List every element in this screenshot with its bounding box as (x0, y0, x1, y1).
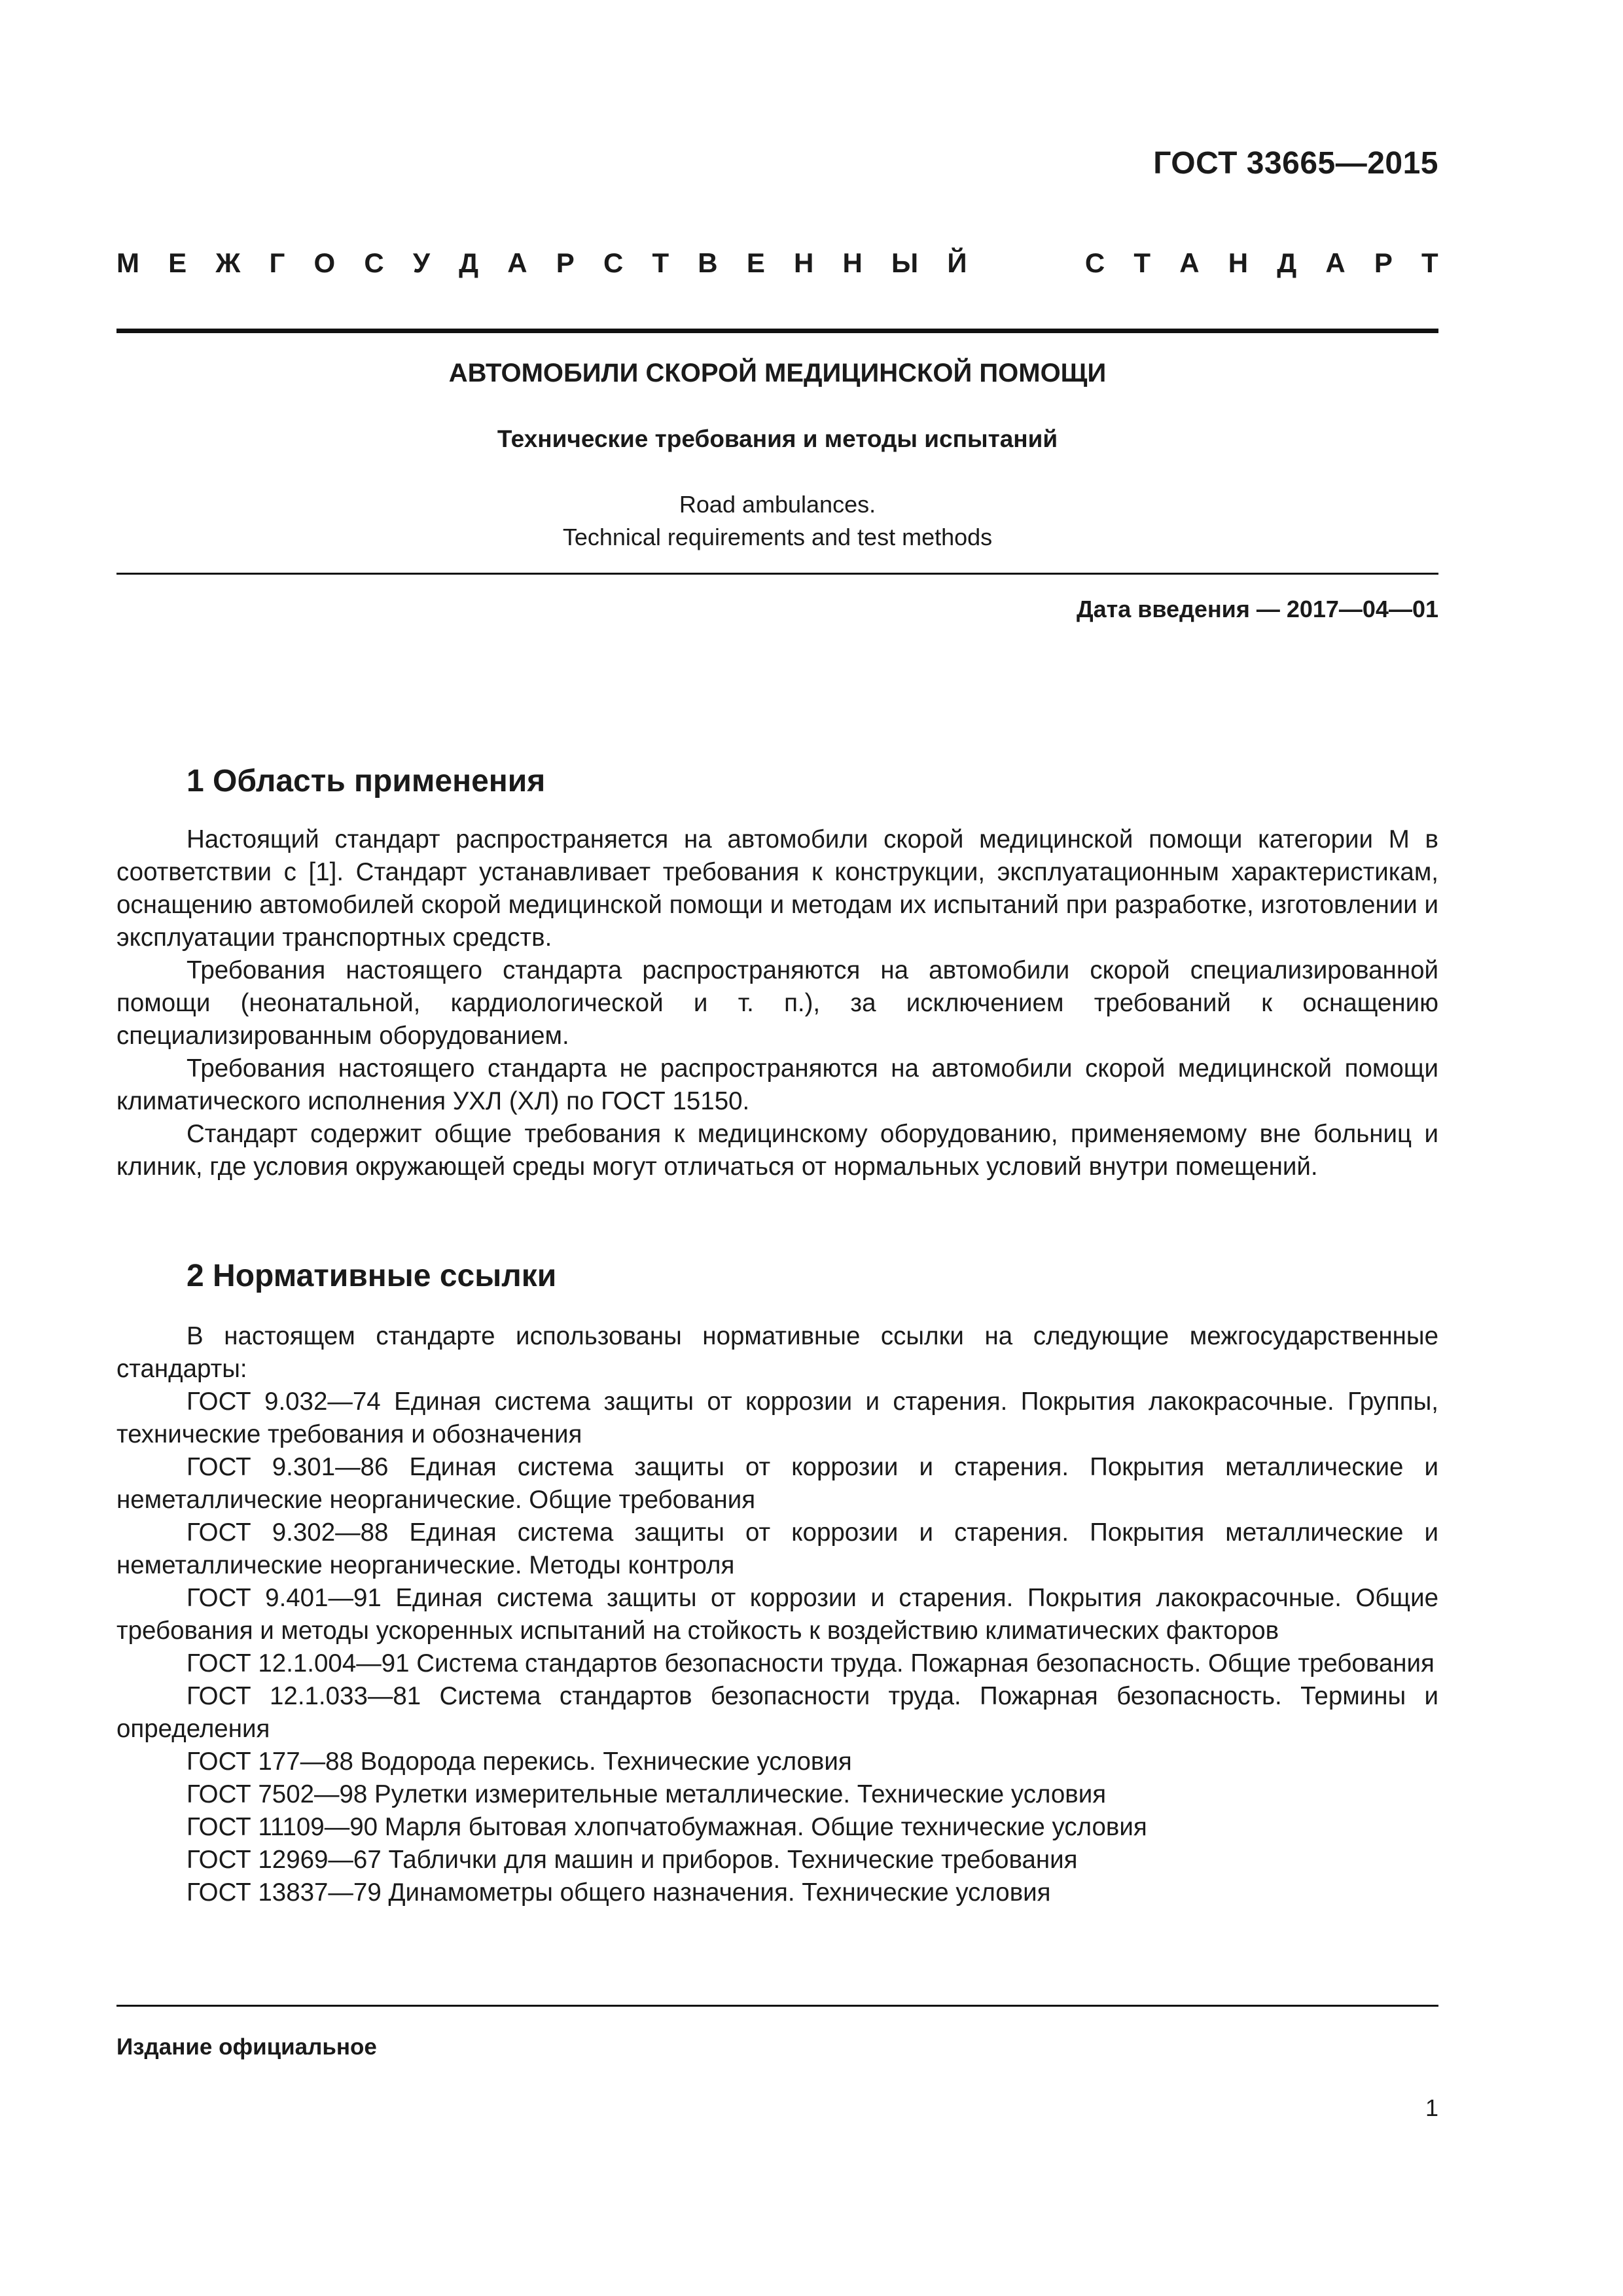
section-heading-scope: 1 Область применения (187, 764, 546, 798)
heading-letter: Н (842, 247, 863, 278)
heading-letter: А (1179, 247, 1200, 278)
reference-item: ГОСТ 12.1.033—81 Система стандартов безопасности труда. Пожарная безопасность. Термины и определения (116, 1682, 1438, 1743)
header-divider-thick (116, 329, 1438, 333)
reference-item: ГОСТ 9.401—91 Единая система защиты от коррозии и старения. Покрытия лакокрасочные. Общие требования и методы ускоренных испытаний на стойкость к воздействию климатических факторов (116, 1584, 1438, 1645)
paragraph: Настоящий стандарт распространяется на автомобили скорой медицинской помощи категории М в соответствии с [1]. Стандарт устанавливает требования к конструкции, эксплуатационным характеристикам, оснащению автомобилей скорой медицинской помощи и методам их испытаний при разработке, изготовлении и эксплуатации транспортных средств. (116, 825, 1438, 952)
heading-letter: С (1084, 247, 1105, 278)
reference-item: ГОСТ 12969—67 Таблички для машин и приборов. Технические требования (187, 1846, 1078, 1874)
paragraph: Стандарт содержит общие требования к медицинскому оборудованию, применяемому вне больниц и клиник, где условия окружающей среды могут отличаться от нормальных условий внутри помещений. (116, 1120, 1438, 1181)
reference-item: ГОСТ 9.032—74 Единая система защиты от коррозии и старения. Покрытия лакокрасочные. Группы, технические требования и обозначения (116, 1388, 1438, 1448)
heading-letter: Д (459, 247, 479, 278)
document-subtitle: Технические требования и методы испытаний (497, 425, 1058, 452)
heading-letter: В (698, 247, 718, 278)
section-heading-normative-references: 2 Нормативные ссылки (187, 1259, 557, 1293)
heading-letter: Р (556, 247, 575, 278)
footer-divider (116, 2005, 1438, 2007)
introduction-date: Дата введения — 2017—04—01 (1076, 596, 1438, 622)
heading-letter: Г (269, 247, 285, 278)
heading-letter: О (313, 247, 336, 278)
heading-letter: Р (1374, 247, 1393, 278)
reference-item: ГОСТ 12.1.004—91 Система стандартов безопасности труда. Пожарная безопасность. Общие требования (187, 1649, 1435, 1677)
gost-number: ГОСТ 33665—2015 (1153, 146, 1438, 181)
heading-letter: Т (652, 247, 669, 278)
heading-letter: М (116, 247, 139, 278)
heading-letter: Д (1277, 247, 1297, 278)
reference-item: ГОСТ 11109—90 Марля бытовая хлопчатобумажная. Общие технические условия (187, 1813, 1147, 1841)
interstate-standard-heading (116, 247, 1438, 279)
paragraph: Требования настоящего стандарта распространяются на автомобили скорой специализированной помощи (неонатальной, кардиологической и т. п.), за исключением требований к оснащению специализированным оборудованием. (116, 956, 1438, 1050)
document-title: АВТОМОБИЛИ СКОРОЙ МЕДИЦИНСКОЙ ПОМОЩИ (448, 359, 1107, 387)
paragraph: В настоящем стандарте использованы нормативные ссылки на следующие межгосударственные стандарты: (116, 1322, 1438, 1383)
heading-letter: А (1325, 247, 1346, 278)
heading-letter: С (603, 247, 624, 278)
reference-item: ГОСТ 177—88 Водорода перекись. Технические условия (187, 1748, 852, 1776)
heading-letter: Т (1133, 247, 1151, 278)
reference-item: ГОСТ 13837—79 Динамометры общего назначения. Технические условия (187, 1878, 1051, 1907)
heading-letter: Ы (891, 247, 919, 278)
reference-item: ГОСТ 9.301—86 Единая система защиты от коррозии и старения. Покрытия металлические и неметаллические неорганические. Общие требования (116, 1453, 1438, 1514)
reference-item: ГОСТ 7502—98 Рулетки измерительные металлические. Технические условия (187, 1780, 1107, 1808)
section-body-normative-references (116, 1320, 1438, 1909)
heading-letter: Е (168, 247, 187, 278)
official-edition-label: Издание официальное (116, 2034, 377, 2060)
word-gap (996, 247, 1056, 279)
heading-letter: Й (947, 247, 967, 278)
heading-letter: А (507, 247, 527, 278)
english-title (116, 488, 1438, 554)
english-title-line: Technical requirements and test methods (562, 524, 993, 550)
heading-letter: У (412, 247, 430, 278)
heading-letter: Ж (215, 247, 241, 278)
heading-letter: Е (746, 247, 765, 278)
heading-letter: С (364, 247, 384, 278)
paragraph: Требования настоящего стандарта не распространяются на автомобили скорой медицинской помощи климатического исполнения УХЛ (ХЛ) по ГОСТ 15150. (116, 1054, 1438, 1115)
english-title-line: Road ambulances. (679, 491, 876, 518)
title-divider (116, 573, 1438, 575)
heading-letter: Н (794, 247, 814, 278)
heading-letter: Т (1421, 247, 1438, 278)
reference-item: ГОСТ 9.302—88 Единая система защиты от коррозии и старения. Покрытия металлические и неметаллические неорганические. Методы контроля (116, 1518, 1438, 1579)
page-number: 1 (1425, 2094, 1438, 2121)
section-body-scope (116, 823, 1438, 1183)
heading-letter: Н (1228, 247, 1249, 278)
